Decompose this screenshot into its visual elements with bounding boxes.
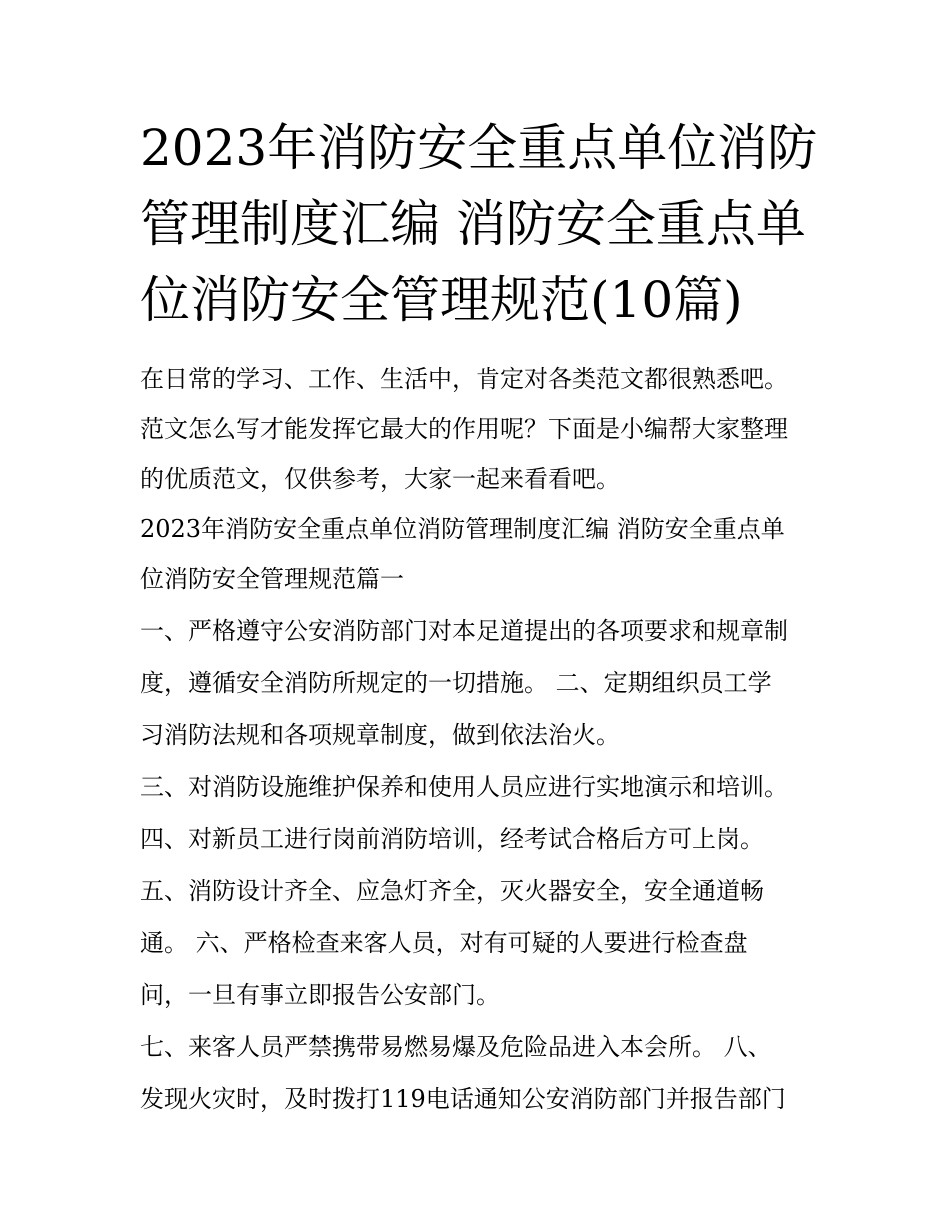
rule-line-10: 发现火灾时，及时拨打119电话通知公安消防部门并报告部门: [140, 1085, 786, 1113]
rule-line-7: 通。 六、严格检查来客人员，对有可疑的人要进行检查盘: [140, 929, 748, 957]
title-line-1: 2023年消防安全重点单位消防: [140, 119, 818, 177]
rule-line-8: 问，一旦有事立即报告公安部门。: [140, 981, 500, 1009]
section-heading-line-2: 位消防安全管理规范篇一: [140, 565, 404, 593]
rule-line-2: 度，遵循安全消防所规定的一切措施。 二、定期组织员工学: [140, 669, 772, 697]
rule-line-9: 七、来客人员严禁携带易燃易爆及危险品进入本会所。 八、: [140, 1033, 772, 1061]
rule-line-5: 四、对新员工进行岗前消防培训，经考试合格后方可上岗。: [140, 825, 764, 853]
rule-line-3: 习消防法规和各项规章制度，做到依法治火。: [140, 721, 620, 749]
rule-line-4: 三、对消防设施维护保养和使用人员应进行实地演示和培训。: [140, 773, 788, 801]
rule-line-6: 五、消防设计齐全、应急灯齐全，灭火器安全，安全通道畅: [140, 877, 764, 905]
section-heading-line-1: 2023年消防安全重点单位消防管理制度汇编 消防安全重点单: [140, 515, 785, 543]
intro-line-3: 的优质范文，仅供参考，大家一起来看看吧。: [140, 465, 620, 493]
title-line-3: 位消防安全管理规范(10篇): [140, 271, 743, 329]
title-line-2: 管理制度汇编 消防安全重点单: [140, 195, 806, 253]
intro-line-1: 在日常的学习、工作、生活中，肯定对各类范文都很熟悉吧。: [140, 365, 788, 393]
intro-line-2: 范文怎么写才能发挥它最大的作用呢？下面是小编帮大家整理: [140, 415, 788, 443]
rule-line-1: 一、严格遵守公安消防部门对本足道提出的各项要求和规章制: [140, 617, 788, 645]
